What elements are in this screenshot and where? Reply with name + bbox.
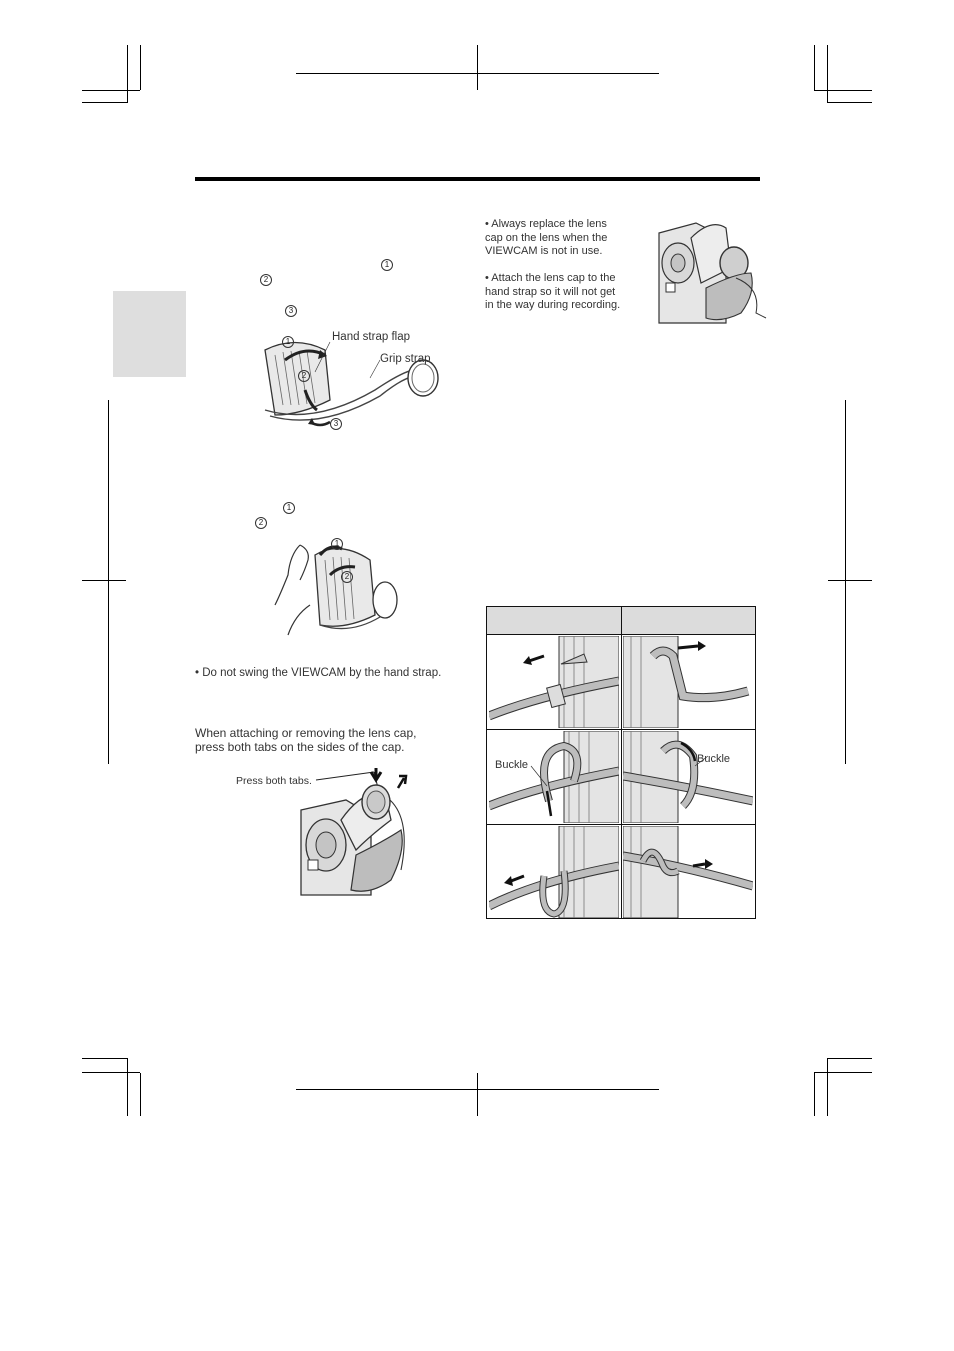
press-tabs-label: Press both tabs. bbox=[236, 775, 312, 787]
illus2-step-2: 2 bbox=[341, 571, 353, 583]
crop-mark bbox=[82, 1058, 128, 1059]
crop-mark bbox=[477, 1073, 478, 1116]
step-marker-3: 3 bbox=[285, 305, 297, 317]
illus-step-2: 2 bbox=[298, 370, 310, 382]
lens-cap-instruction: When attaching or removing the lens cap, press both tabs on the sides of the cap. bbox=[195, 726, 417, 754]
step-marker-1b: 1 bbox=[283, 502, 295, 514]
crop-mark bbox=[82, 580, 126, 581]
strap-step-3-right bbox=[623, 826, 753, 918]
crop-mark bbox=[827, 1058, 828, 1116]
strap-step-3-left bbox=[489, 826, 619, 918]
crop-mark bbox=[827, 45, 828, 103]
crop-mark bbox=[82, 1072, 140, 1073]
buckle-label-right: Buckle bbox=[697, 753, 731, 765]
header-rule bbox=[195, 177, 760, 181]
crop-mark bbox=[827, 1058, 872, 1059]
side-tab bbox=[113, 291, 186, 377]
table-column-divider bbox=[621, 607, 622, 918]
crop-mark bbox=[140, 45, 141, 90]
crop-mark bbox=[845, 400, 846, 764]
hand-strap-flap-label: Hand strap flap bbox=[332, 331, 410, 343]
crop-mark bbox=[82, 102, 128, 103]
step-marker-2: 2 bbox=[260, 274, 272, 286]
crop-mark bbox=[108, 400, 109, 764]
crop-mark bbox=[814, 90, 872, 91]
caution-swing-text: • Do not swing the VIEWCAM by the hand strap. bbox=[195, 667, 442, 679]
lens-cap-camera-illustration bbox=[296, 760, 431, 902]
crop-mark bbox=[127, 1058, 128, 1116]
illus2-step-1: 1 bbox=[331, 538, 343, 550]
crop-mark bbox=[828, 580, 872, 581]
crop-mark bbox=[814, 1072, 872, 1073]
note-replace-cap: • Always replace the lens cap on the lens when the VIEWCAM is not in use. bbox=[485, 218, 608, 257]
grip-strap-label: Grip strap bbox=[380, 353, 431, 365]
strap-step-1-right bbox=[623, 636, 753, 728]
step-marker-1: 1 bbox=[381, 259, 393, 271]
strap-attachment-table bbox=[486, 606, 756, 919]
buckle-label-left: Buckle bbox=[495, 759, 529, 771]
step-marker-2b: 2 bbox=[255, 517, 267, 529]
crop-mark bbox=[140, 1073, 141, 1116]
crop-mark bbox=[814, 1073, 815, 1116]
camera-cap-attached-illustration bbox=[656, 218, 768, 326]
crop-mark bbox=[127, 45, 128, 103]
strap-step-2-right bbox=[623, 731, 753, 823]
illus-step-1: 1 bbox=[282, 336, 294, 348]
crop-mark bbox=[827, 102, 872, 103]
illus-step-3: 3 bbox=[330, 418, 342, 430]
note-attach-cap: • Attach the lens cap to the hand strap so it will not get in the way during recording. bbox=[485, 272, 621, 311]
strap-step-1-left bbox=[489, 636, 619, 728]
strap-step-2-left bbox=[489, 731, 619, 823]
crop-mark bbox=[477, 45, 478, 90]
crop-mark bbox=[814, 45, 815, 90]
hand-strap-release-illustration bbox=[270, 535, 410, 640]
crop-mark bbox=[82, 90, 140, 91]
